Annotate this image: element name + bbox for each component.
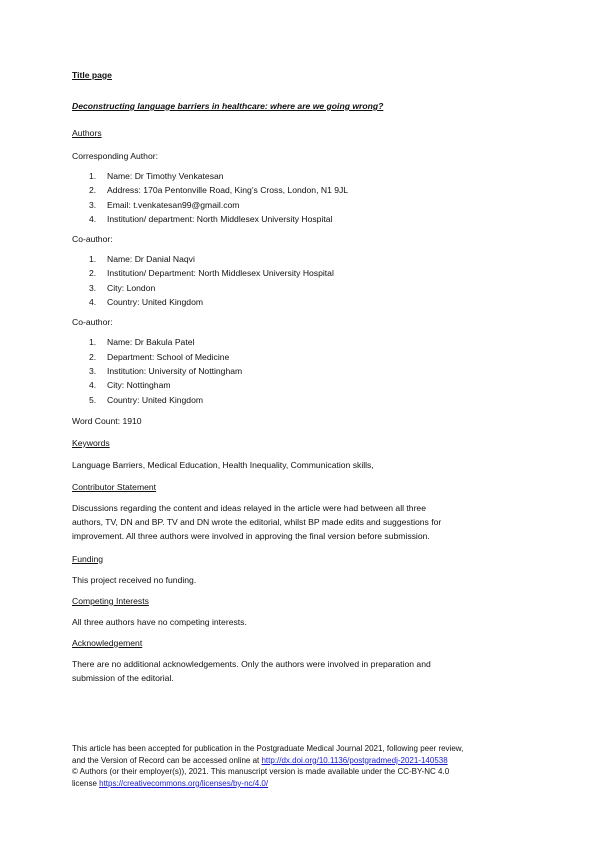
acknowledgement-heading: Acknowledgement (72, 637, 143, 648)
competing-interests-text: All three authors have no competing interests. (72, 616, 247, 627)
list-item: 4. Institution/ department: North Middlesex University Hospital (89, 213, 333, 224)
list-item: 5. Country: United Kingdom (89, 394, 204, 405)
corresponding-author-label: Corresponding Author: (72, 151, 158, 161)
coauthor-list (72, 252, 532, 309)
coauthor-list (72, 335, 532, 406)
corresponding-author-list (72, 169, 532, 226)
list-item: 4. Country: United Kingdom (89, 297, 204, 308)
paragraph-line: improvement. All three authors were involved in approving the final version before submission. (72, 531, 430, 542)
contributor-heading: Contributor Statement (72, 481, 157, 492)
article-title: Deconstructing language barriers in healthcare: where are we going wrong? (72, 101, 384, 111)
word-count: Word Count: 1910 (72, 415, 142, 426)
doi-link[interactable]: http://dx.doi.org/10.1136/postgradmedj-2021-140538 (261, 755, 448, 765)
paragraph-line: submission of the editorial. (72, 673, 174, 684)
list-item: 2. Institution/ Department: North Middlesex University Hospital (89, 268, 334, 279)
paragraph-line: Discussions regarding the content and ideas relayed in the article were had between all three (72, 502, 426, 513)
competing-interests-heading: Competing Interests (72, 595, 149, 606)
footer-line: and the Version of Record can be accessed online at http://dx.doi.org/10.1136/postgradmedj-2021-140538 (72, 755, 448, 765)
coauthor-label: Co-author: (72, 234, 113, 245)
list-item: 3. Email: t.venkatesan99@gmail.com (89, 199, 240, 210)
list-item: 1. Name: Dr Bakula Patel (89, 337, 195, 348)
list-item: 4. City: Nottingham (89, 380, 171, 391)
list-item: 2. Address: 170a Pentonville Road, King’s Cross, London, N1 9JL (89, 185, 349, 196)
keywords-heading: Keywords (72, 437, 110, 448)
coauthor-label: Co-author: (72, 317, 113, 328)
footer-line: This article has been accepted for publication in the Postgraduate Medical Journal 2021, following peer review, (72, 744, 464, 753)
title-page-heading: Title page (72, 70, 112, 80)
paragraph-line: There are no additional acknowledgements. Only the authors were involved in preparation and (72, 658, 431, 669)
document-body (72, 70, 532, 685)
funding-text: This project received no funding. (72, 574, 197, 585)
contributor-paragraph (72, 501, 532, 544)
license-link[interactable]: https://creativecommons.org/licenses/by-nc/4.0/ (99, 778, 269, 788)
list-item: 2. Department: School of Medicine (89, 351, 230, 362)
footer-line: © Authors (or their employer(s)), 2021. This manuscript version is made available under the CC-BY-NC 4.0 (72, 767, 450, 777)
list-item: 3. City: London (89, 282, 156, 293)
acknowledgement-paragraph (72, 657, 532, 686)
list-item: 1. Name: Dr Danial Naqvi (89, 254, 195, 265)
list-item: 3. Institution: University of Nottingham (89, 365, 243, 376)
publication-footer (72, 743, 542, 789)
funding-heading: Funding (72, 553, 104, 564)
authors-heading: Authors (72, 128, 102, 138)
footer-line: license https://creativecommons.org/licenses/by-nc/4.0/ (72, 778, 269, 788)
list-item: 1. Name: Dr Timothy Venkatesan (89, 171, 224, 181)
paragraph-line: authors, TV, DN and BP. TV and DN wrote the editorial, whilst BP made edits and suggestions for (72, 517, 442, 528)
keywords-text: Language Barriers, Medical Education, Health Inequality, Communication skills, (72, 459, 374, 470)
